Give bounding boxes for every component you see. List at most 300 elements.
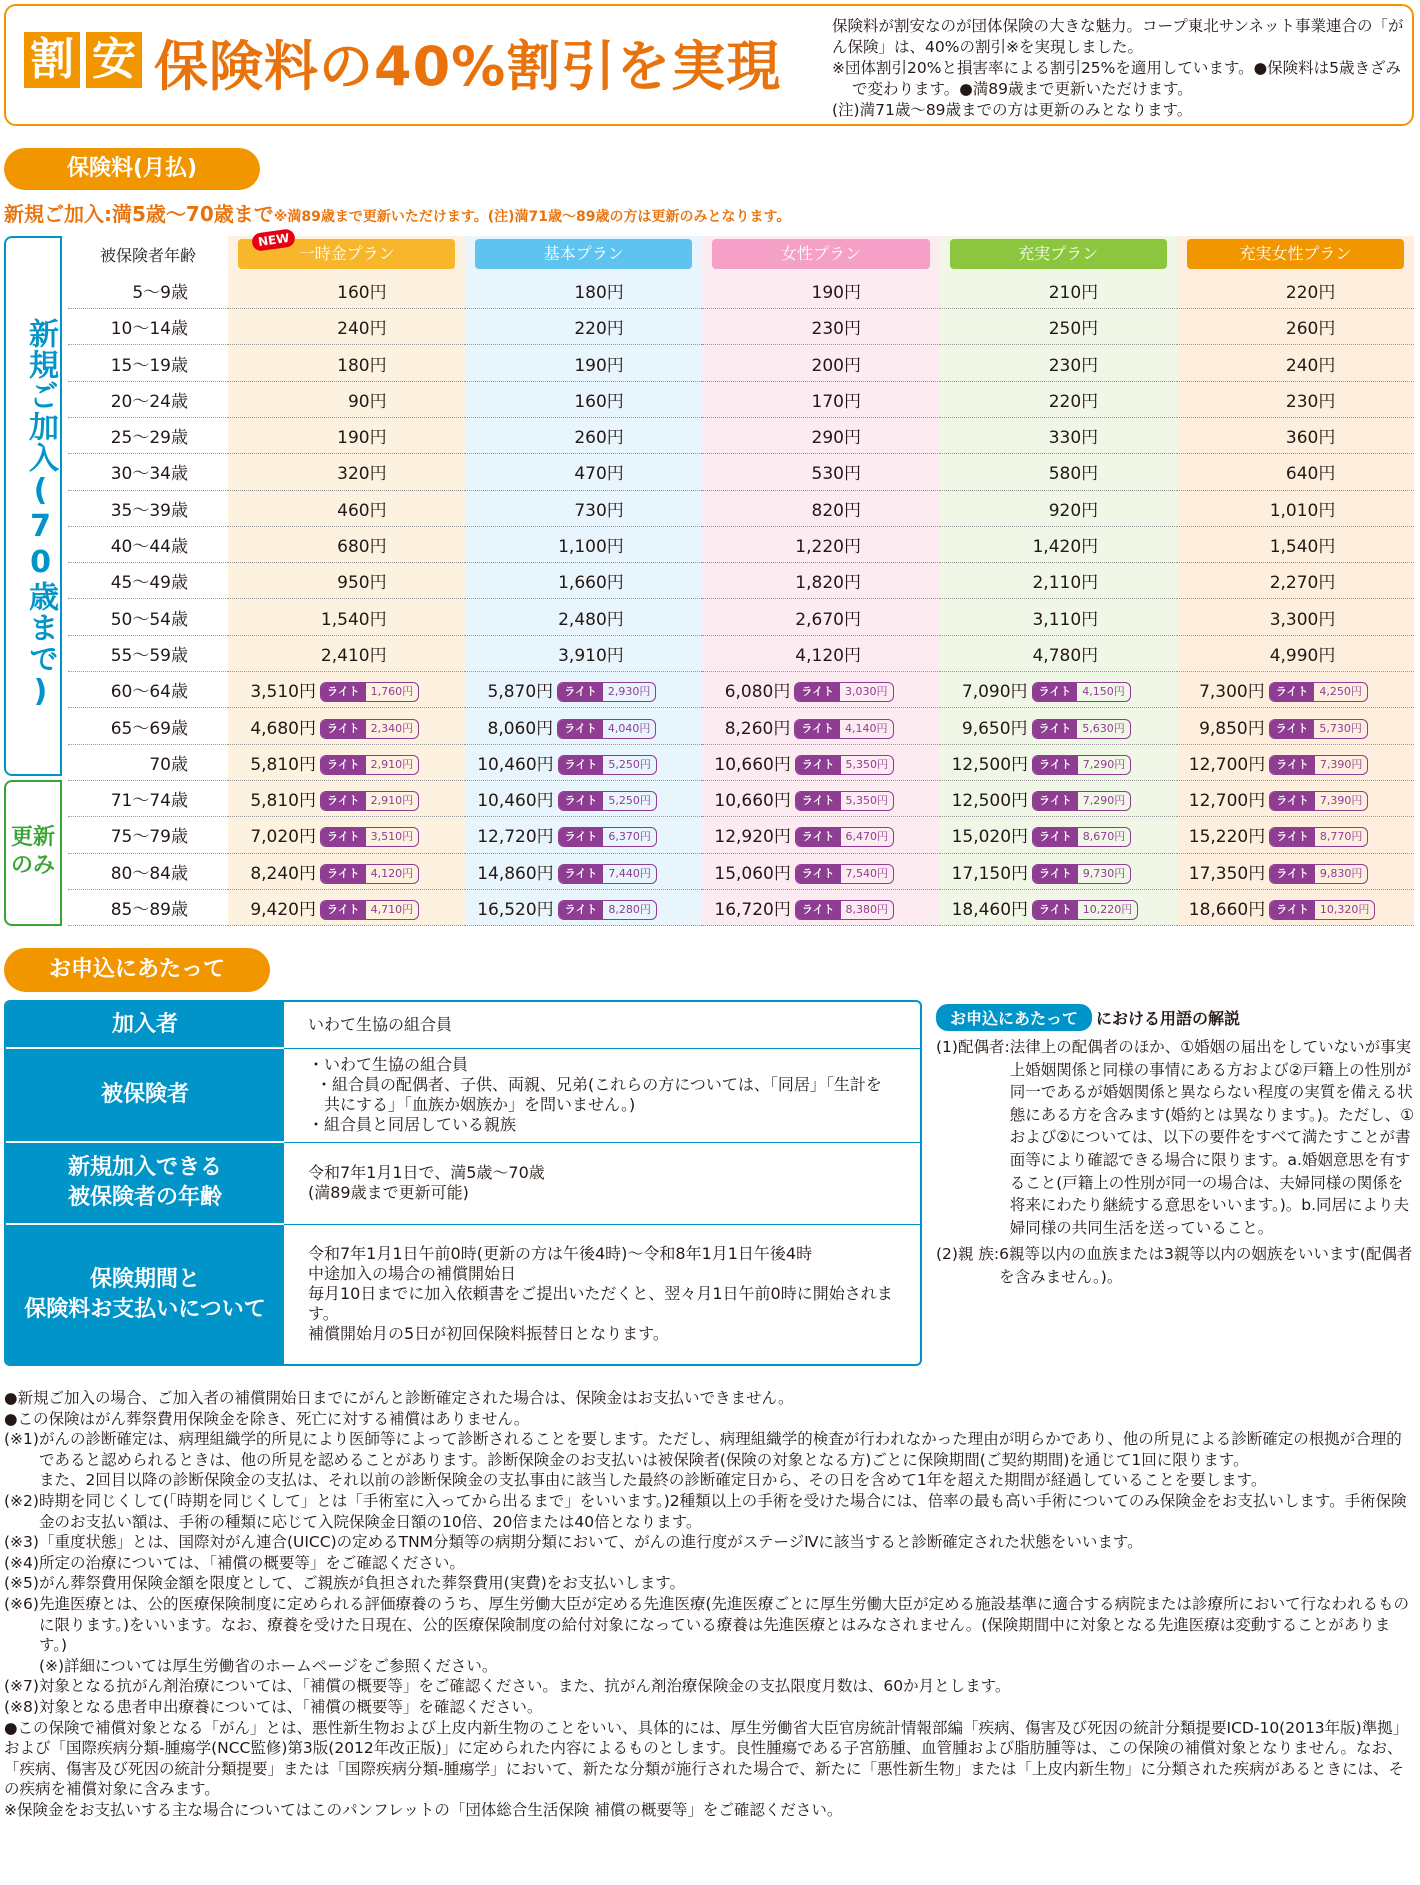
premium-value: 1,220円 — [795, 537, 861, 558]
lite-price-badge — [320, 719, 419, 739]
premium-value: 17,150円 — [951, 863, 1029, 884]
lite-price: 5,250円 — [608, 794, 651, 808]
plan-name: 女性プラン — [780, 244, 861, 264]
lite-price-badge — [1269, 791, 1368, 811]
premium-value: 2,480円 — [558, 609, 624, 630]
premium-cell — [228, 272, 465, 308]
lite-price: 2,930円 — [607, 685, 651, 699]
age-value-1: 令和7年1月1日で、満5歳〜70歳 — [308, 1163, 545, 1182]
lite-price-badge — [557, 719, 656, 739]
premium-cell — [465, 817, 702, 853]
lite-price: 6,370円 — [608, 830, 651, 844]
lite-price-badge — [320, 827, 419, 847]
premium-value: 160円 — [337, 282, 387, 303]
lite-price: 10,220円 — [1082, 902, 1133, 916]
premium-value: 8,240円 — [250, 863, 316, 884]
lite-label: ライト — [321, 683, 366, 701]
lite-price: 7,290円 — [1082, 794, 1126, 808]
age-value-2: (満89歳まで更新可能) — [308, 1183, 469, 1202]
premium-value: 220円 — [1048, 391, 1099, 412]
premium-cell — [465, 309, 702, 345]
insured-item: ・いわて生協の組合員 — [308, 1055, 469, 1074]
discount-badge-2: 安 — [86, 32, 142, 88]
premium-value: 3,110円 — [1032, 609, 1099, 630]
premium-value: 950円 — [337, 573, 387, 594]
lite-price-badge — [558, 827, 657, 847]
premium-value: 240円 — [1285, 355, 1336, 376]
premium-value: 220円 — [1285, 282, 1336, 303]
premium-value: 1,820円 — [795, 573, 861, 594]
table-row — [68, 889, 1414, 925]
footnote-text: がん葬祭費用保険金額を限度として、ご親族が負担された葬祭費用(実費)をお支払いします。 — [38, 1574, 686, 1593]
lite-price-badge — [1032, 827, 1131, 847]
footnote-mark: (※4) — [4, 1553, 39, 1572]
premium-cell — [228, 599, 465, 635]
premium-section-label: 保険料(月払) — [4, 148, 260, 190]
premium-value: 12,700円 — [1188, 791, 1266, 812]
lite-price: 4,710円 — [370, 902, 414, 916]
term-label: (1)配偶者: — [936, 1038, 1010, 1056]
premium-value: 160円 — [574, 391, 624, 412]
premium-value: 470円 — [574, 464, 624, 485]
lite-price: 1,760円 — [370, 685, 414, 699]
premium-cell — [1177, 526, 1414, 562]
lite-label: ライト — [321, 901, 366, 919]
table-row — [6, 1002, 920, 1048]
footnote-text: 「重度状態」とは、国際対がん連合(UICC)の定めるTNM分類等の病期分類において、がんの進行度がステージⅣに該当すると診断確定された状態をいいます。 — [38, 1533, 1143, 1552]
lite-price-badge — [1032, 755, 1131, 775]
lite-price: 7,390円 — [1319, 794, 1363, 808]
lite-price: 8,670円 — [1082, 830, 1126, 844]
hero-description — [832, 16, 1412, 121]
side-label-new-text: 新規ご加入(70歳まで) — [23, 318, 58, 710]
premium-value: 260円 — [574, 428, 624, 449]
premium-value: 1,540円 — [320, 609, 387, 630]
lite-price-badge — [557, 682, 656, 702]
premium-value: 920円 — [1048, 500, 1099, 521]
application-section-label: お申込にあたって — [4, 948, 270, 992]
lite-price: 5,350円 — [845, 794, 889, 808]
lite-price: 2,910円 — [370, 794, 414, 808]
lite-price: 5,250円 — [608, 757, 651, 771]
footnote-mark: (※6) — [4, 1594, 39, 1613]
lite-price-badge — [795, 791, 894, 811]
premium-value: 580円 — [1048, 464, 1099, 485]
premium-cell — [940, 454, 1177, 490]
lite-price: 5,630円 — [1082, 721, 1125, 735]
new-enrollment-note-small: ※満89歳まで更新いただけます。(注)満71歳〜89歳の方は更新のみとなります。 — [273, 209, 791, 225]
side-label-renewal-only — [4, 780, 62, 926]
row-header-age-2: 被保険者の年齢 — [67, 1185, 222, 1210]
premium-value: 5,870円 — [487, 682, 554, 703]
term-text: 6親等以内の血族または3親等以内の姻族をいいます(配偶者を含みません。)。 — [999, 1245, 1413, 1286]
premium-cell — [1177, 454, 1414, 490]
plan-name: 充実女性プラン — [1239, 244, 1352, 264]
premium-value: 5,810円 — [250, 791, 316, 812]
footnote — [4, 1491, 1416, 1532]
lite-price: 4,140円 — [845, 721, 888, 735]
age-range: 60〜64歳 — [68, 672, 228, 708]
terms-pill: お申込にあたって — [936, 1004, 1092, 1031]
lite-label: ライト — [559, 828, 604, 846]
lite-price-badge — [320, 755, 419, 775]
lite-price-badge — [795, 827, 894, 847]
premium-value: 190円 — [574, 355, 624, 376]
premium-cell — [1177, 490, 1414, 526]
premium-value: 8,060円 — [487, 718, 554, 739]
premium-cell — [702, 599, 939, 635]
premium-cell — [228, 853, 465, 889]
new-enrollment-note-main: 新規ご加入:満5歳〜70歳まで — [4, 202, 274, 226]
premium-cell — [940, 381, 1177, 417]
lite-label: ライト — [559, 756, 604, 774]
premium-cell — [465, 563, 702, 599]
premium-value: 1,540円 — [1269, 537, 1336, 558]
premium-cell — [940, 672, 1177, 708]
premium-cell — [465, 381, 702, 417]
premium-cell — [465, 708, 702, 744]
age-range: 55〜59歳 — [68, 635, 228, 671]
premium-value: 16,520円 — [477, 899, 554, 920]
premium-value: 820円 — [811, 500, 861, 521]
table-row — [6, 1048, 920, 1142]
lite-price: 8,380円 — [845, 902, 889, 916]
age-range: 30〜34歳 — [68, 454, 228, 490]
premium-cell — [465, 672, 702, 708]
premium-value: 250円 — [1048, 319, 1099, 340]
premium-value: 18,460円 — [951, 899, 1029, 920]
premium-value: 190円 — [337, 428, 387, 449]
premium-value: 290円 — [811, 428, 861, 449]
application-info-table — [4, 1000, 922, 1366]
lite-price-badge — [1269, 900, 1375, 920]
premium-cell — [702, 526, 939, 562]
lite-price: 6,470円 — [845, 830, 889, 844]
lite-label: ライト — [1033, 720, 1078, 738]
premium-value: 16,720円 — [714, 899, 791, 920]
premium-cell — [940, 780, 1177, 816]
footnote-mark: (※1) — [4, 1430, 39, 1449]
premium-value: 230円 — [1048, 355, 1099, 376]
premium-value: 1,420円 — [1032, 537, 1099, 558]
premium-cell — [228, 708, 465, 744]
premium-cell — [702, 490, 939, 526]
lite-price-badge — [1269, 864, 1368, 884]
premium-value: 10,460円 — [477, 791, 554, 812]
premium-cell — [702, 563, 939, 599]
table-row — [68, 526, 1414, 562]
footnotes — [4, 1388, 1416, 1820]
hero-desc-note: ※団体割引20%と損害率による割引25%を適用しています。●保険料は5歳きざみで変わります。●満89歳まで更新いただけます。 — [832, 59, 1402, 98]
premium-value: 12,500円 — [951, 791, 1029, 812]
premium-cell — [228, 672, 465, 708]
footnote-mark: (※2) — [4, 1491, 39, 1510]
lite-label: ライト — [1033, 756, 1078, 774]
premium-cell — [702, 381, 939, 417]
footnote — [4, 1429, 1416, 1491]
row-value-age — [284, 1142, 920, 1224]
row-header-period-2: 保険料お支払いについて — [24, 1296, 266, 1322]
premium-table-body — [68, 231, 1414, 926]
premium-cell — [940, 889, 1177, 925]
premium-cell — [228, 309, 465, 345]
premium-value: 180円 — [337, 355, 387, 376]
table-row — [68, 490, 1414, 526]
lite-price: 7,540円 — [845, 866, 889, 880]
premium-cell — [1177, 817, 1414, 853]
row-value-insured — [284, 1048, 920, 1142]
period-value-1: 令和7年1月1日午前0時(更新の方は午後4時)〜令和8年1月1日午後4時 — [308, 1244, 813, 1264]
period-value-2: 中途加入の場合の補償開始日 — [308, 1264, 517, 1284]
premium-value: 330円 — [1048, 428, 1099, 449]
plan-header-enhanced-women — [1177, 236, 1414, 272]
lite-label: ライト — [796, 756, 841, 774]
row-header-period-1: 保険期間と — [89, 1266, 200, 1292]
premium-cell — [465, 635, 702, 671]
footnote-text: がんの診断確定は、病理組織学的所見により医師等によって診断されることを要します。ただし、病理組織学的検査が行われなかった理由が明らかであり、他の所見による診断確定の根拠が合理的であると認められるときは、他の所見を認めることがあります。診断保険金のお支払いは被保険者(保険の対象となる方)ごとに保険期間(ご契約期間)を通じて1回に限ります。 — [38, 1430, 1402, 1469]
lite-label: ライト — [559, 865, 604, 883]
lite-price: 7,390円 — [1319, 757, 1363, 771]
premium-value: 4,780円 — [1032, 645, 1099, 666]
side-label-renewal-1: 更新 — [10, 825, 55, 850]
footnote-text: (※)詳細については厚生労働省のホームページをご参照ください。 — [38, 1656, 498, 1675]
lite-label: ライト — [558, 683, 603, 701]
footnote — [4, 1697, 1416, 1718]
table-row — [68, 563, 1414, 599]
term-label: (2)親 族: — [936, 1245, 1000, 1264]
lite-price-badge — [320, 791, 419, 811]
lite-price-badge — [558, 755, 657, 775]
premium-cell — [1177, 599, 1414, 635]
premium-cell — [465, 345, 702, 381]
premium-value: 180円 — [574, 282, 624, 303]
premium-value: 320円 — [337, 464, 387, 485]
premium-cell — [702, 780, 939, 816]
footnote — [4, 1676, 1416, 1697]
terms-heading — [936, 1004, 1240, 1031]
premium-value: 7,300円 — [1199, 682, 1265, 703]
lite-price: 8,280円 — [608, 902, 651, 916]
premium-value: 12,500円 — [951, 754, 1029, 775]
premium-value: 18,660円 — [1188, 899, 1266, 920]
hero-banner — [4, 4, 1414, 126]
premium-value: 7,090円 — [961, 682, 1028, 703]
premium-value: 15,220円 — [1188, 827, 1266, 848]
footnote-text: 時期を同じくして(「時期を同じくして」とは「手術室に入ってから出るまで」をいいます。)2種類以上の手術を受けた場合には、倍率の最も高い手術についてのみ保険金をお支払いします。手術保険金のお支払い額は、手術の種類に応じて入院保険金日額の10倍、20倍または40倍となります。 — [38, 1491, 1407, 1531]
table-row — [68, 272, 1414, 308]
page-title: 保険料の40%割引を実現 — [154, 35, 782, 98]
term-text: 法律上の配偶者のほか、①婚姻の届出をしていないが事実上婚姻関係と同様の事情にある方および②戸籍上の性別が同一であるが婚姻関係と異ならない程度の実質を備える状態にある方を含みます(婚約とは異なります。)。ただし、①および②については、以下の要件をすべて満たすことが書面等により確認できる場合に限ります。a.婚姻意思を有すること(戸籍上の性別が同一の場合は、夫婦同様の関係を将来にわたり継続する意思をいいます。)。b.同居により夫婦同様の共同生活を送っていること。 — [1009, 1038, 1415, 1237]
new-tag: NEW — [251, 228, 297, 252]
premium-value: 260円 — [1285, 319, 1336, 340]
premium-value: 9,650円 — [961, 718, 1028, 739]
premium-value: 2,110円 — [1032, 573, 1099, 594]
premium-cell — [702, 454, 939, 490]
lite-label: ライト — [1270, 683, 1315, 701]
lite-price: 4,040円 — [607, 721, 651, 735]
premium-value: 680円 — [337, 537, 387, 558]
footnote-text: 先進医療とは、公的医療保険制度に定められる評価療養のうち、厚生労働大臣が定める先進医療(先進医療ごとに厚生労働大臣が定める施設基準に適合する病院または診療所において行なわれるものに限ります。)をいいます。なお、療養を受けた日現在、公的医療保険制度の給付対象になっている療養は先進医療とはみなされません。(保険期間中に対象となる先進医療は変動することがあります。) — [38, 1594, 1410, 1655]
lite-price-badge — [558, 791, 657, 811]
premium-cell — [702, 417, 939, 453]
lite-label: ライト — [1270, 901, 1315, 919]
plan-header-pill — [1187, 239, 1404, 269]
premium-value: 360円 — [1285, 428, 1336, 449]
premium-value: 530円 — [811, 464, 861, 485]
lite-price-badge — [1269, 719, 1368, 739]
hero-desc-line: 保険料が割安なのが団体保険の大きな魅力。コープ東北サンネット事業連合の「がん保険」は、40%の割引※を実現しました。 — [832, 17, 1404, 56]
premium-value: 10,460円 — [477, 754, 554, 775]
premium-cell — [465, 526, 702, 562]
term-relatives — [936, 1243, 1416, 1288]
premium-cell — [702, 635, 939, 671]
premium-value: 2,270円 — [1269, 573, 1336, 594]
premium-cell — [228, 417, 465, 453]
lite-price: 3,030円 — [845, 685, 888, 699]
premium-cell — [1177, 672, 1414, 708]
plan-header-lump-sum — [228, 231, 465, 272]
table-row — [68, 635, 1414, 671]
table-row — [68, 744, 1414, 780]
age-range: 50〜54歳 — [68, 599, 228, 635]
premium-value: 3,910円 — [558, 645, 624, 666]
lite-price-badge — [1032, 682, 1131, 702]
premium-cell — [465, 417, 702, 453]
side-label-renewal-2: のみ — [10, 853, 55, 878]
premium-cell — [228, 744, 465, 780]
lite-price-badge — [1032, 864, 1131, 884]
premium-value: 1,100円 — [558, 537, 624, 558]
premium-value: 200円 — [811, 355, 861, 376]
plan-header-pill — [950, 239, 1167, 269]
lite-price-badge — [320, 864, 419, 884]
plan-header-enhanced — [940, 236, 1177, 272]
footnote: ●この保険はがん葬祭費用保険金を除き、死亡に対する補償はありません。 — [4, 1409, 530, 1428]
premium-cell — [940, 490, 1177, 526]
lite-price-badge — [320, 682, 419, 702]
premium-value: 240円 — [337, 319, 387, 340]
plan-header-pill — [238, 231, 455, 269]
lite-label: ライト — [321, 828, 366, 846]
premium-cell — [465, 454, 702, 490]
table-row — [6, 1224, 920, 1364]
plan-header-women — [702, 236, 939, 272]
lite-label: ライト — [1033, 828, 1078, 846]
lite-label: ライト — [1033, 865, 1078, 883]
premium-value: 15,020円 — [951, 827, 1029, 848]
age-range: 35〜39歳 — [68, 490, 228, 526]
premium-value: 10,660円 — [714, 791, 791, 812]
lite-label: ライト — [1270, 756, 1315, 774]
premium-value: 230円 — [811, 319, 861, 340]
premium-cell — [1177, 744, 1414, 780]
premium-value: 460円 — [337, 500, 387, 521]
footnote-text: また、2回目以降の診断保険金の支払は、それ以前の診断保険金の支払事由に該当した最終の診断確定日から、その日を含めて1年を超えた期間が経過していることを要します。 — [38, 1471, 1267, 1490]
row-value-period — [284, 1224, 920, 1364]
lite-label: ライト — [796, 865, 841, 883]
lite-price: 4,120円 — [370, 866, 414, 880]
premium-cell — [940, 345, 1177, 381]
premium-table — [68, 231, 1414, 926]
table-row — [68, 381, 1414, 417]
lite-price-badge — [794, 719, 893, 739]
terms-heading-tail: における用語の解説 — [1096, 1009, 1241, 1028]
table-row — [68, 780, 1414, 816]
premium-cell — [940, 635, 1177, 671]
premium-cell — [1177, 889, 1414, 925]
premium-cell — [465, 599, 702, 635]
age-column-header: 被保険者年齢 — [99, 245, 196, 265]
premium-cell — [465, 272, 702, 308]
lite-price: 9,830円 — [1319, 866, 1363, 880]
insured-item: ・組合員の配偶者、子供、両親、兄弟(これらの方については、「同居」「生計を共にする」「血族か姻族か」を問いません。) — [316, 1075, 882, 1114]
premium-cell — [1177, 853, 1414, 889]
age-range: 71〜74歳 — [68, 780, 228, 816]
premium-value: 12,920円 — [714, 827, 791, 848]
premium-cell — [702, 889, 939, 925]
premium-value: 3,510円 — [250, 682, 316, 703]
side-label-new-enrollment — [4, 236, 62, 776]
premium-cell — [1177, 345, 1414, 381]
lite-price-badge — [558, 864, 657, 884]
plan-header-basic — [465, 236, 702, 272]
premium-value: 17,350円 — [1188, 863, 1266, 884]
premium-value: 9,420円 — [250, 899, 316, 920]
premium-cell — [1177, 309, 1414, 345]
lite-price: 7,440円 — [608, 866, 651, 880]
footnote — [4, 1532, 1416, 1553]
lite-price: 7,290円 — [1082, 757, 1126, 771]
premium-table-header — [68, 236, 1414, 272]
age-range: 85〜89歳 — [68, 889, 228, 925]
lite-price-badge — [1032, 900, 1138, 920]
premium-cell — [1177, 708, 1414, 744]
premium-value: 4,120円 — [795, 645, 861, 666]
row-header-member: 加入者 — [6, 1002, 284, 1048]
discount-badge-1: 割 — [24, 32, 80, 88]
age-range: 75〜79歳 — [68, 817, 228, 853]
lite-label: ライト — [321, 720, 366, 738]
lite-price-badge — [795, 864, 894, 884]
premium-value: 2,670円 — [795, 609, 861, 630]
premium-value: 1,010円 — [1269, 500, 1336, 521]
premium-cell — [1177, 635, 1414, 671]
premium-cell — [940, 563, 1177, 599]
lite-price: 5,350円 — [845, 757, 889, 771]
table-row — [68, 599, 1414, 635]
premium-cell — [1177, 272, 1414, 308]
age-range: 10〜14歳 — [68, 309, 228, 345]
premium-value: 730円 — [574, 500, 624, 521]
term-spouse — [936, 1036, 1416, 1239]
footnote-mark: (※8) — [4, 1697, 39, 1716]
footnote — [4, 1594, 1416, 1676]
table-row — [68, 417, 1414, 453]
premium-cell — [228, 817, 465, 853]
lite-label: ライト — [795, 720, 840, 738]
footnote-mark: (※3) — [4, 1533, 39, 1552]
lite-label: ライト — [796, 792, 841, 810]
premium-cell — [940, 309, 1177, 345]
table-row — [68, 708, 1414, 744]
premium-cell — [1177, 417, 1414, 453]
premium-cell — [702, 708, 939, 744]
premium-cell — [940, 817, 1177, 853]
lite-price: 4,150円 — [1082, 685, 1125, 699]
lite-price-badge — [1032, 791, 1131, 811]
premium-value: 5,810円 — [250, 754, 316, 775]
premium-cell — [940, 853, 1177, 889]
